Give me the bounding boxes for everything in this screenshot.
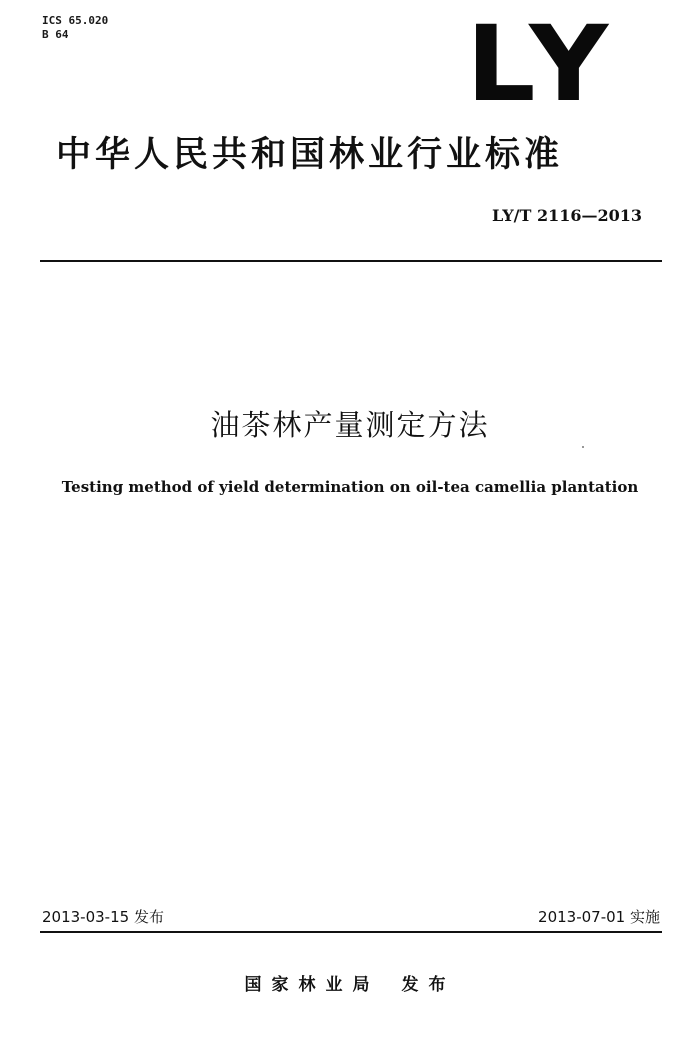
- classification-codes: [42, 14, 108, 42]
- standard-category-title: 中华人民共和国林业行业标准: [56, 135, 564, 175]
- document-title-en: Testing method of yield determination on oil-tea camellia plantation: [61, 478, 639, 496]
- standard-code: LY/T 2116—2013: [491, 206, 642, 225]
- document-title-zh: 油茶林产量测定方法: [210, 408, 490, 442]
- ics-code: ICS 65.020: [42, 14, 109, 27]
- scan-speck: [582, 446, 584, 448]
- footer-divider: [40, 931, 662, 933]
- header-divider: [40, 260, 662, 262]
- ccs-code: B 64: [42, 28, 69, 41]
- issuer-line: [0, 970, 700, 995]
- issuer-action: 发布: [401, 975, 456, 995]
- ly-logo: LY: [466, 3, 619, 125]
- effective-date: 2013-07-01 实施: [538, 908, 660, 926]
- issue-date: 2013-03-15 发布: [42, 908, 164, 926]
- issuer-organization: 国家林业局: [244, 975, 380, 995]
